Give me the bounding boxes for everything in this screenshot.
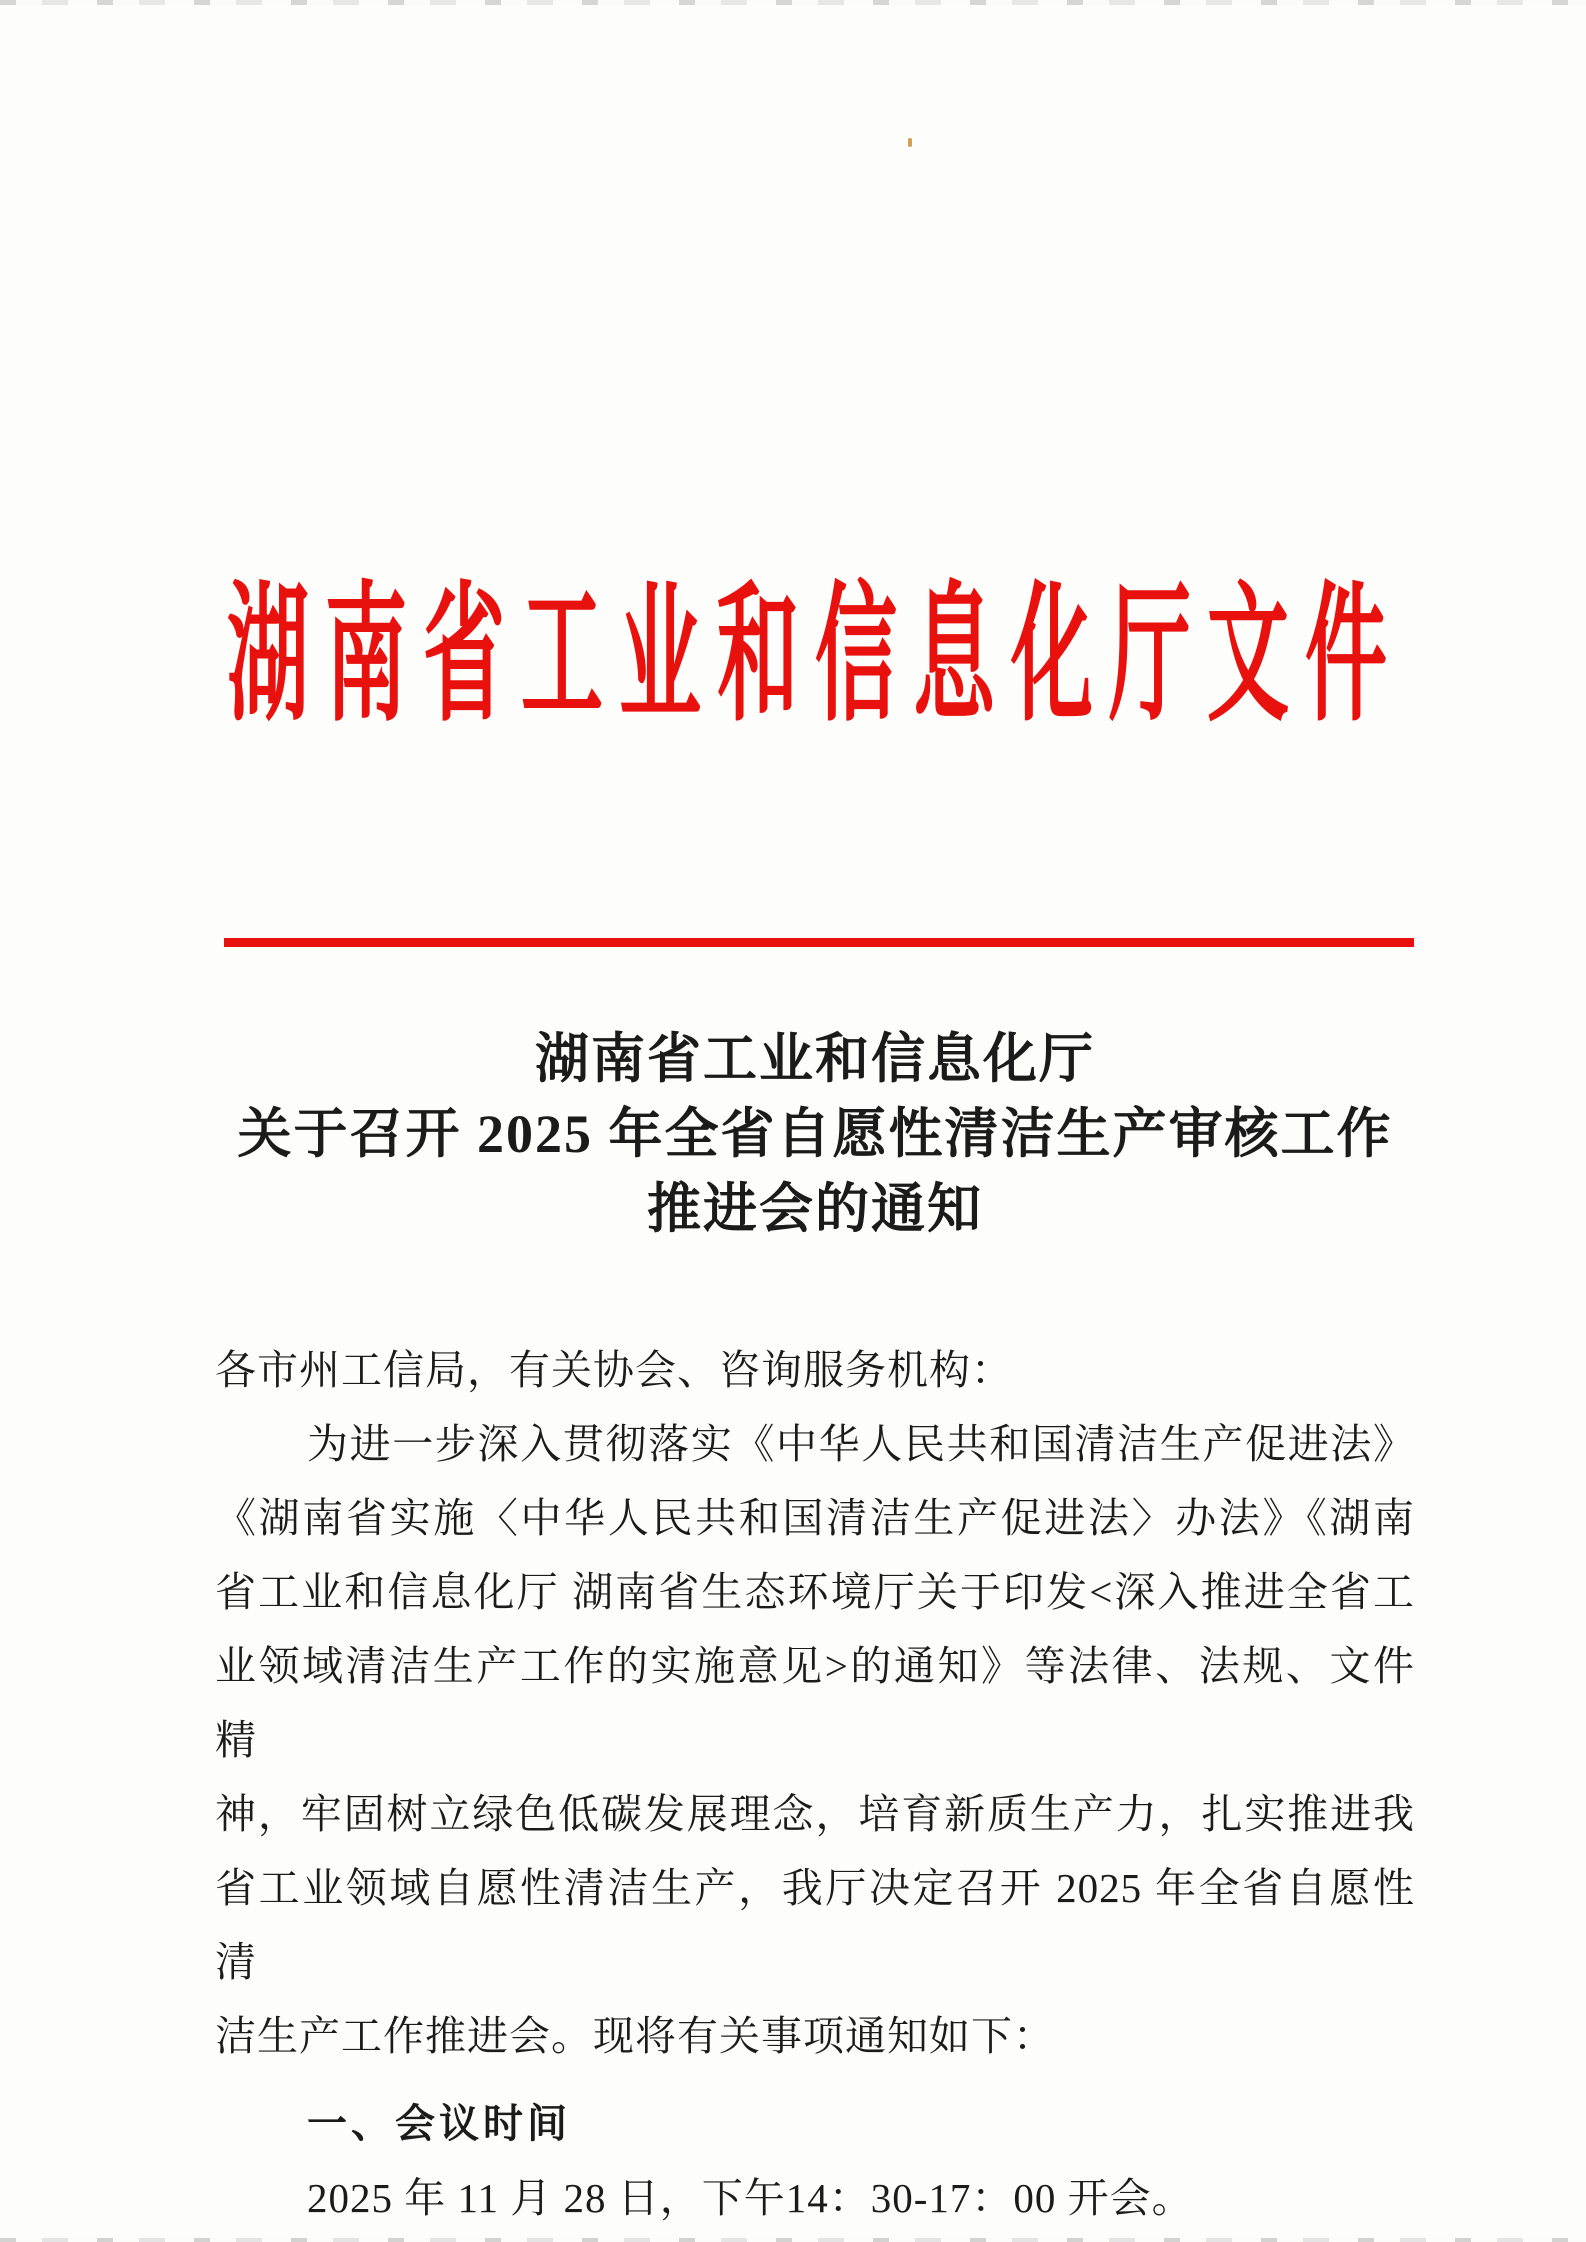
paragraph-line: 洁生产工作推进会。现将有关事项通知如下：	[215, 2013, 1055, 2059]
document-title-line-1: 湖南省工业和信息化厅	[535, 1029, 1095, 1089]
meeting-time-line: 2025 年 11 月 28 日，下午14：30-17：00 开会。	[307, 2175, 1194, 2221]
paragraph-line: 业领域清洁生产工作的实施意见>的通知》等法律、法规、文件精	[215, 1643, 1415, 1763]
document-title-line-2: 关于召开 2025 年全省自愿性清洁生产审核工作	[237, 1104, 1393, 1164]
section-heading-meeting-time: 一、会议时间	[307, 2102, 571, 2146]
scan-artifact-bottom-edge	[0, 2238, 1586, 2242]
scan-speck	[908, 138, 912, 147]
paragraph-line: 神，牢固树立绿色低碳发展理念，培育新质生产力，扎实推进我	[215, 1791, 1415, 1837]
document-title	[193, 1022, 1437, 1247]
paragraph-line: 省工业领域自愿性清洁生产，我厅决定召开 2025 年全省自愿性清	[215, 1865, 1415, 1985]
paragraph-line: 省工业和信息化厅 湖南省生态环境厅关于印发<深入推进全省工	[215, 1569, 1415, 1615]
scan-artifact-top-edge	[0, 0, 1586, 5]
document-body	[215, 1333, 1415, 2235]
letterhead-divider-rule	[224, 938, 1414, 947]
document-title-line-3: 推进会的通知	[647, 1179, 983, 1239]
salutation: 各市州工信局，有关协会、咨询服务机构：	[215, 1347, 1013, 1393]
paragraph-line: 为进一步深入贯彻落实《中华人民共和国清洁生产促进法》	[307, 1421, 1415, 1467]
paragraph-line: 《湖南省实施〈中华人民共和国清洁生产促进法〉办法》《湖南	[215, 1495, 1415, 1541]
letterhead-title: 湖南省工业和信息化厅文件	[226, 572, 1403, 740]
